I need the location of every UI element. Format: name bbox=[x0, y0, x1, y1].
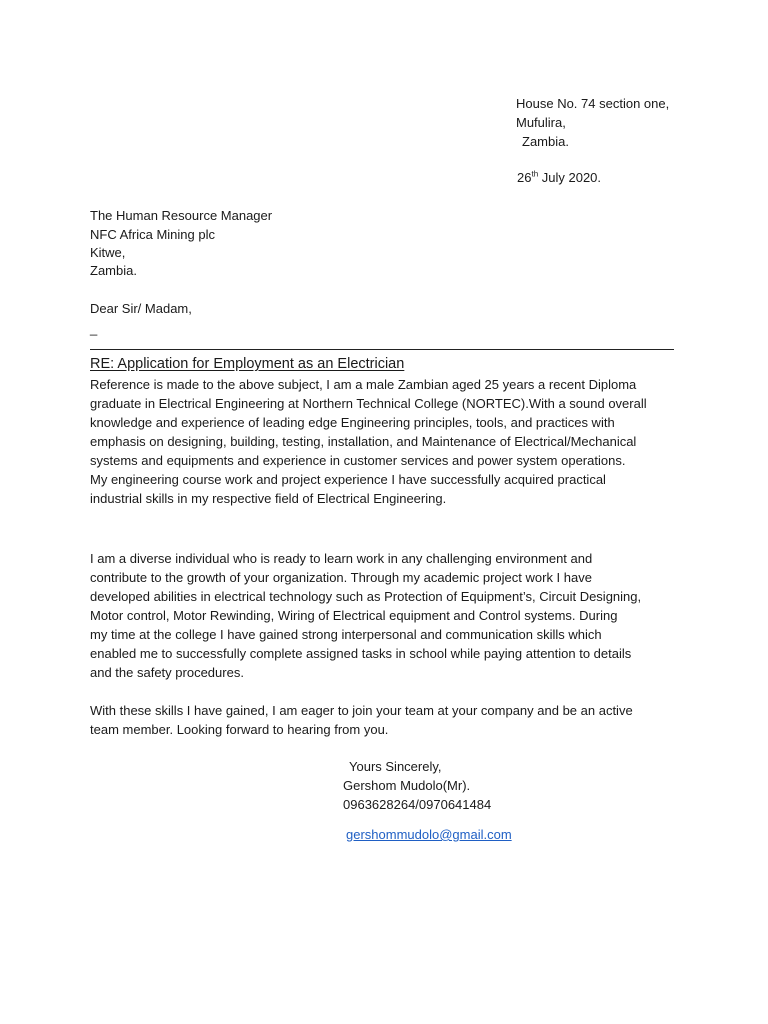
signatory-name: Gershom Mudolo(Mr). bbox=[343, 778, 471, 793]
paragraph-2-line: developed abilities in electrical technology such as Protection of Equipment’s, Circuit Designing, bbox=[90, 589, 642, 604]
paragraph-3 bbox=[90, 701, 680, 739]
paragraph-3-line: team member. Looking forward to hearing from you. bbox=[90, 722, 389, 737]
paragraph-2-line: Motor control, Motor Rewinding, Wiring of Electrical equipment and Control systems. During bbox=[90, 608, 618, 623]
paragraph-1-line: knowledge and experience of leading edge Engineering principles, tools, and practices with bbox=[90, 415, 615, 430]
recipient-line1: The Human Resource Manager bbox=[90, 208, 273, 223]
date-day: 26 bbox=[517, 170, 532, 185]
paragraph-2-line: my time at the college I have gained strong interpersonal and communication skills which bbox=[90, 627, 602, 642]
paragraph-1-line: Reference is made to the above subject, I am a male Zambian aged 25 years a recent Diploma bbox=[90, 377, 637, 392]
date-rest: July 2020. bbox=[538, 170, 602, 185]
paragraph-1-line: industrial skills in my respective field of Electrical Engineering. bbox=[90, 491, 447, 506]
email-link[interactable]: gershommudolo@gmail.com bbox=[346, 827, 512, 842]
paragraph-2-line: and the safety procedures. bbox=[90, 665, 244, 680]
sender-address-line2: Mufulira, bbox=[516, 115, 566, 130]
paragraph-1-line: My engineering course work and project experience I have successfully acquired practical bbox=[90, 472, 606, 487]
paragraph-1 bbox=[90, 375, 680, 508]
sender-address-line1: House No. 74 section one, bbox=[516, 96, 670, 111]
paragraph-2 bbox=[90, 549, 680, 682]
paragraph-1-line: graduate in Electrical Engineering at Northern Technical College (NORTEC).With a sound overall bbox=[90, 396, 647, 411]
paragraph-2-line: enabled me to successfully complete assigned tasks in school while paying attention to details bbox=[90, 646, 632, 661]
paragraph-3-line: With these skills I have gained, I am eager to join your team at your company and be an active bbox=[90, 703, 633, 718]
recipient-line3: Kitwe, bbox=[90, 245, 126, 260]
phone-numbers: 0963628264/0970641484 bbox=[343, 797, 492, 812]
salutation-mark: _ bbox=[90, 321, 98, 336]
valediction: Yours Sincerely, bbox=[349, 759, 442, 774]
letter-date bbox=[517, 169, 601, 187]
paragraph-1-line: systems and equipments and experience in customer services and power system operations. bbox=[90, 453, 626, 468]
salutation: Dear Sir/ Madam, bbox=[90, 301, 192, 316]
paragraph-2-line: I am a diverse individual who is ready to learn work in any challenging environment and bbox=[90, 551, 593, 566]
subject-heading: RE: Application for Employment as an Electrician bbox=[90, 356, 405, 372]
recipient-line4: Zambia. bbox=[90, 263, 137, 278]
date-suffix: th bbox=[531, 169, 539, 179]
paragraph-2-line: contribute to the growth of your organization. Through my academic project work I have bbox=[90, 570, 592, 585]
sender-address-line3: Zambia. bbox=[522, 134, 569, 149]
horizontal-rule bbox=[90, 349, 674, 350]
recipient-line2: NFC Africa Mining plc bbox=[90, 227, 215, 242]
paragraph-1-line: emphasis on designing, building, testing, installation, and Maintenance of Electrical/Mechanical bbox=[90, 434, 637, 449]
